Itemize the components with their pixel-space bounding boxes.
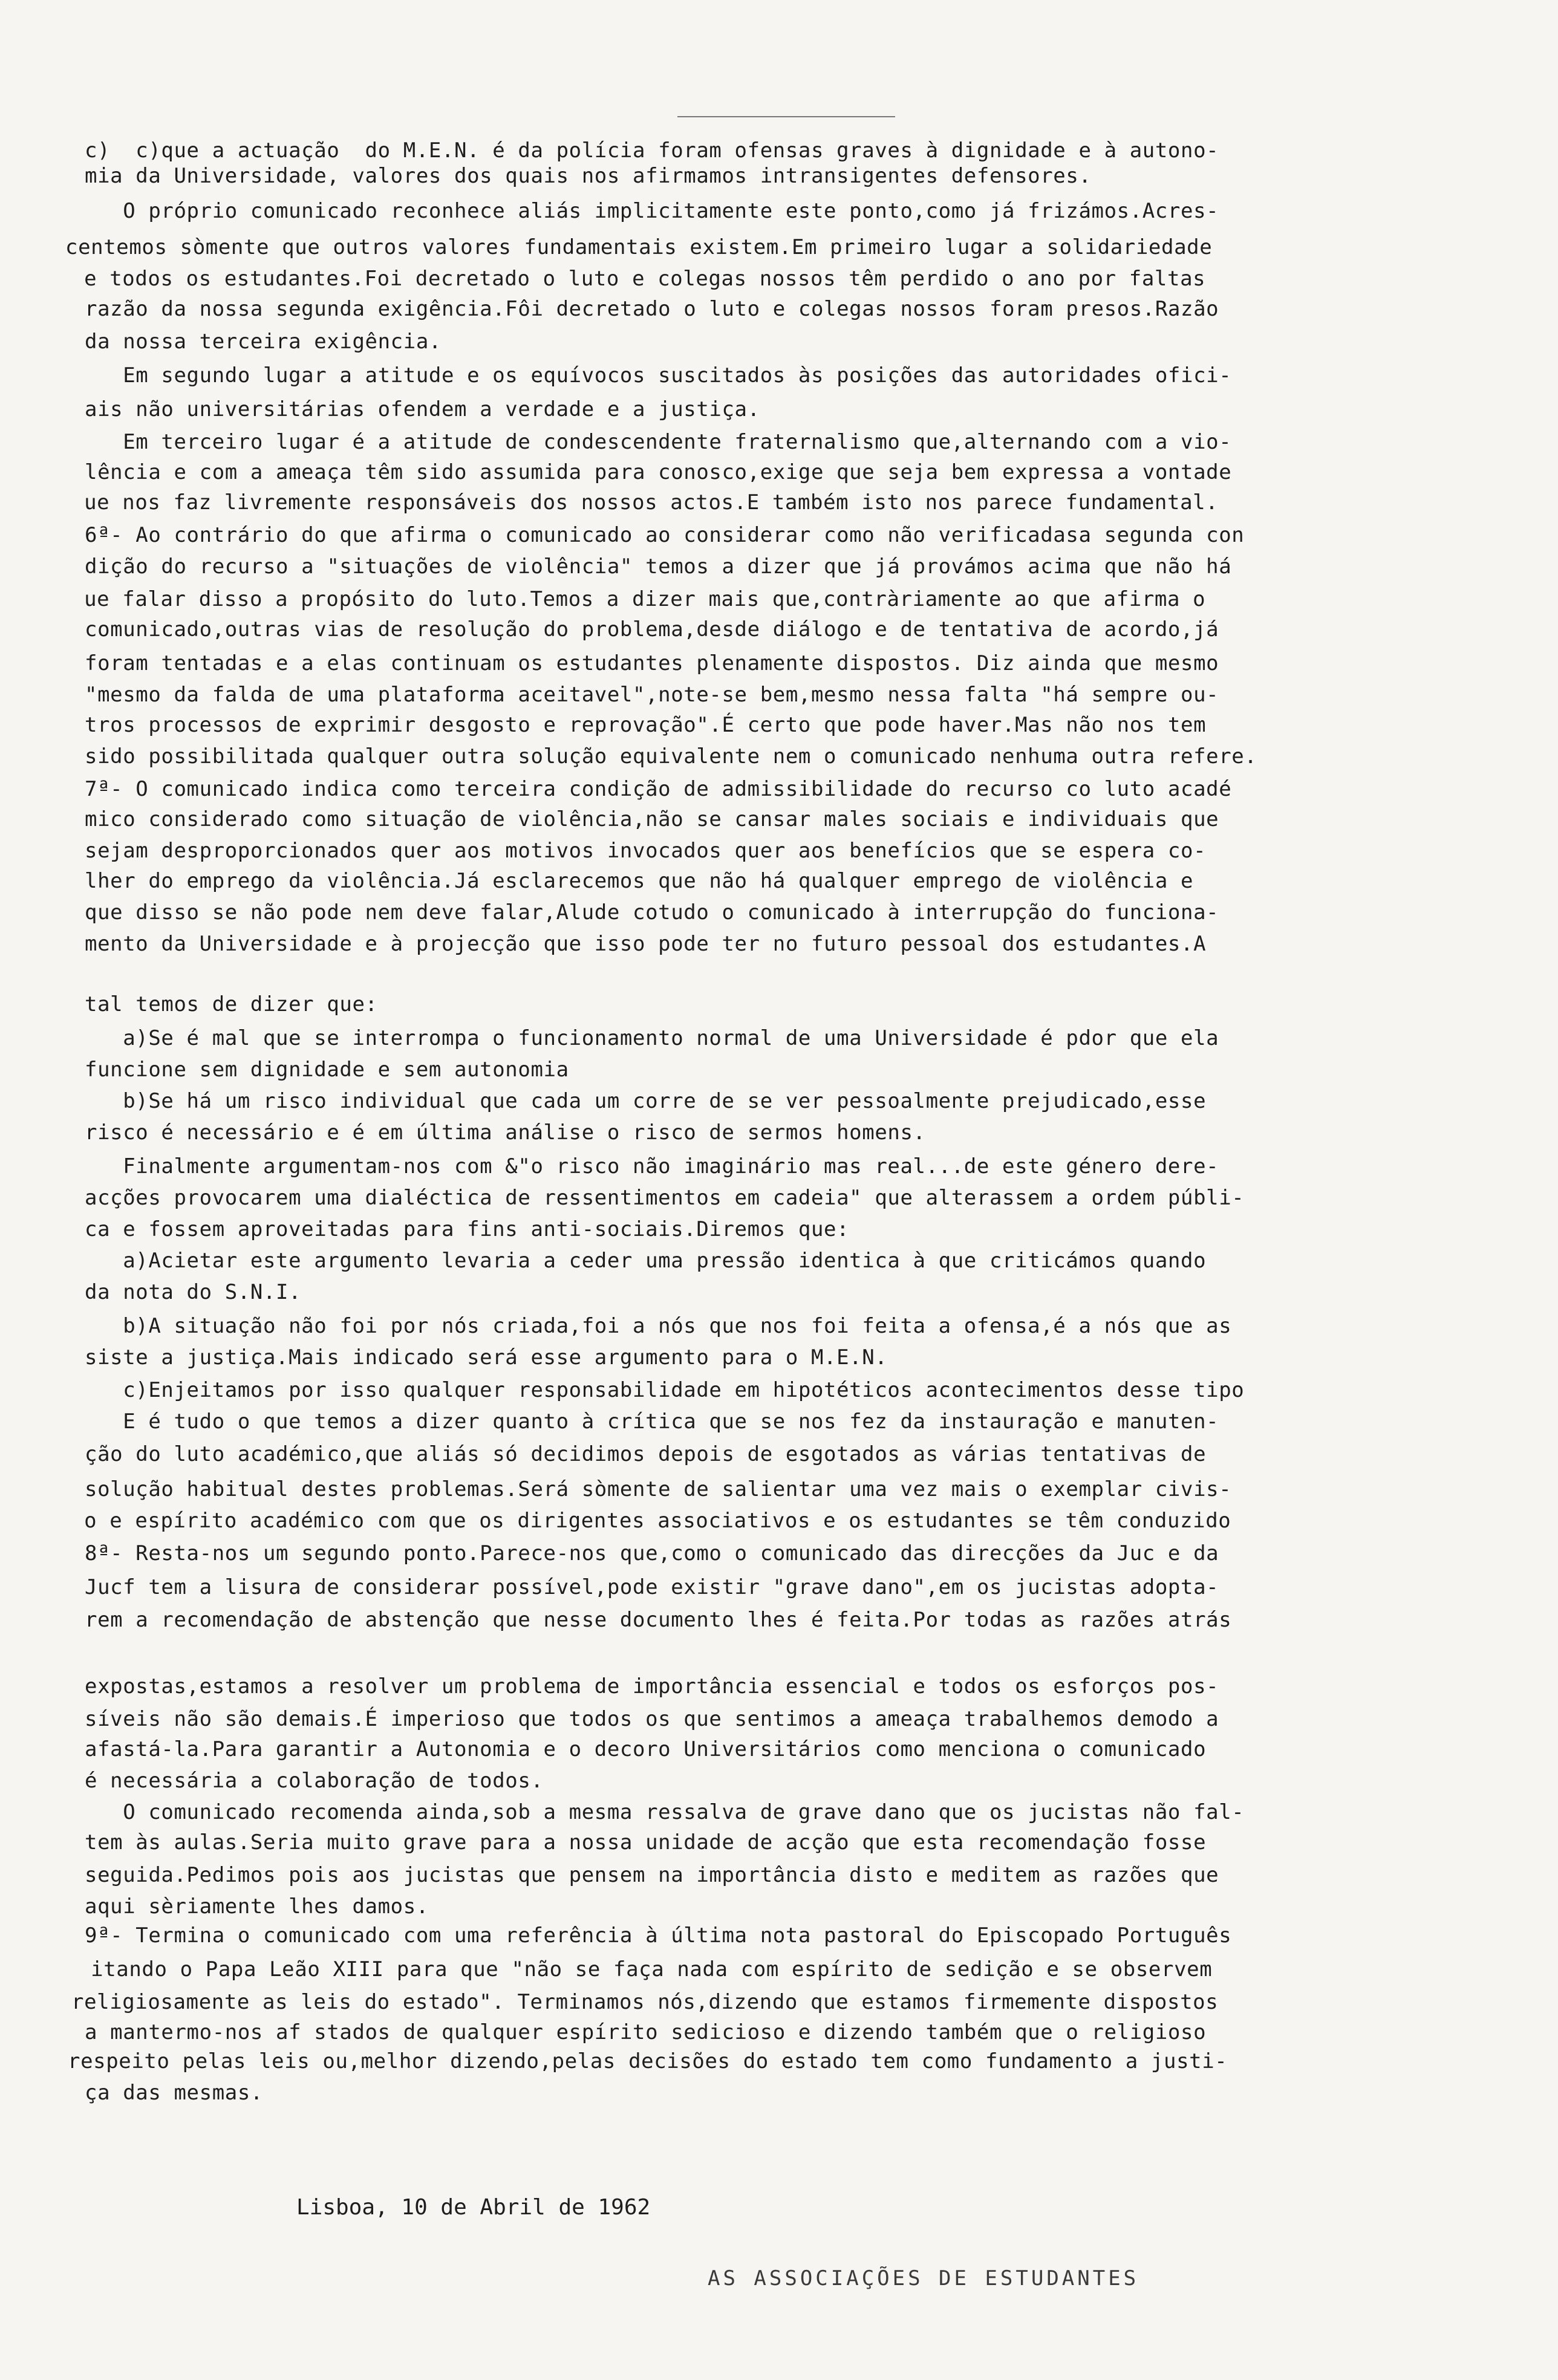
text-line: a)Acietar este argumento levaria a ceder uma pressão identica à que criticámos quando (85, 1249, 1207, 1273)
text-line: 9ª- Termina o comunicado com uma referência à última nota pastoral do Episcopado Português (85, 1923, 1232, 1948)
text-line: religiosamente as leis do estado". Terminamos nós,dizendo que estamos firmemente dispostos (71, 1990, 1219, 2014)
text-line: Finalmente argumentam-nos com &"o risco não imaginário mas real...de este género dere- (85, 1154, 1219, 1179)
text-line: rem a recomendação de abstenção que nesse documento lhes é feita.Por todas as razões atrás (85, 1608, 1232, 1632)
text-line: foram tentadas e a elas continuam os estudantes plenamente dispostos. Diz ainda que mesmo (85, 651, 1219, 675)
text-line: da nossa terceira exigência. (85, 330, 442, 354)
text-line: da nota do S.N.I. (85, 1280, 302, 1304)
text-line: mia da Universidade, valores dos quais nos afirmamos intransigentes defensores. (85, 164, 1092, 188)
text-line: expostas,estamos a resolver um problema de importância essencial e todos os esforços pos- (85, 1674, 1219, 1699)
text-line: funcione sem dignidade e sem autonomia (85, 1058, 569, 1082)
text-line: centemos sòmente que outros valores fundamentais existem.Em primeiro lugar a solidariedade (65, 235, 1213, 259)
text-line: a mantermo-nos af stados de qualquer espírito sedicioso e dizendo também que o religioso (85, 2020, 1207, 2044)
text-line: é necessária a colaboração de todos. (85, 1769, 544, 1793)
text-line: Jucf tem a lisura de considerar possível,pode existir "grave dano",em os jucistas adopta- (85, 1575, 1219, 1599)
text-line: lher do emprego da violência.Já esclarecemos que não há qualquer emprego de violência e (85, 869, 1194, 893)
text-line: b)A situação não foi por nós criada,foi a nós que nos foi feita a ofensa,é a nós que as (85, 1314, 1232, 1338)
text-line: a)Se é mal que se interrompa o funcionamento normal de uma Universidade é pdor que ela (85, 1026, 1219, 1050)
text-line: 6ª- Ao contrário do que afirma o comunicado ao considerar como não verificadasa segunda con (85, 523, 1245, 547)
text-line: 8ª- Resta-nos um segundo ponto.Parece-nos que,como o comunicado das direcções da Juc e da (85, 1541, 1219, 1566)
text-line: ue nos faz livremente responsáveis dos nossos actos.E também isto nos parece fundamental. (71, 490, 1219, 515)
text-line: Em segundo lugar a atitude e os equívocos suscitados às posições das autoridades ofici- (85, 363, 1232, 388)
text-line: ça das mesmas. (85, 2081, 263, 2105)
text-line: c) c)que a actuação do M.E.N. é da polícia foram ofensas graves à dignidade e à autono- (85, 138, 1219, 163)
text-line: aqui sèriamente lhes damos. (85, 1894, 429, 1919)
text-line: itando o Papa Leão XIII para que "não se faça nada com espírito de sedição e se observem (65, 1957, 1213, 1982)
text-line: síveis não são demais.É imperioso que todos os que sentimos a ameaça trabalhemos demodo a (85, 1707, 1219, 1731)
text-line: Em terceiro lugar é a atitude de condescendente fraternalismo que,alternando com a vio- (85, 430, 1232, 454)
text-line: seguida.Pedimos pois aos jucistas que pensem na importância disto e meditem as razões que (85, 1863, 1219, 1887)
text-line: ue falar disso a propósito do luto.Temos a dizer mais que,contràriamente ao que afirma o (71, 587, 1206, 611)
text-line: dição do recurso a "situações de violência" temos a dizer que já provámos acima que não há (85, 554, 1232, 579)
text-line: acções provocarem uma dialéctica de ressentimentos em cadeia" que alterassem a ordem públi- (85, 1186, 1245, 1210)
text-line: lência e com a ameaça têm sido assumida para conosco,exige que seja bem expressa a vontade (85, 460, 1232, 484)
text-line: tros processos de exprimir desgosto e reprovação".É certo que pode haver.Mas não nos tem (85, 713, 1207, 737)
text-line: respeito pelas leis ou,melhor dizendo,pelas decisões do estado tem como fundamento a justi- (68, 2049, 1228, 2073)
text-line: E é tudo o que temos a dizer quanto à crítica que se nos fez da instauração e manuten- (85, 1409, 1219, 1434)
text-line: O comunicado recomenda ainda,sob a mesma ressalva de grave dano que os jucistas não fal- (85, 1800, 1245, 1824)
date-line: Lisboa, 10 de Abril de 1962 (296, 2195, 651, 2220)
text-line: 7ª- O comunicado indica como terceira condição de admissibilidade do recurso co luto acadé (85, 777, 1232, 801)
text-line: mento da Universidade e à projecção que isso pode ter no futuro pessoal dos estudantes.A (85, 932, 1207, 956)
text-line: comunicado,outras vias de resolução do problema,desde diálogo e de tentativa de acordo,já (85, 617, 1219, 642)
text-line: c)Enjeitamos por isso qualquer responsabilidade em hipotéticos acontecimentos desse tipo (85, 1378, 1245, 1402)
top-dash-mark (677, 116, 895, 117)
text-line: razão da nossa segunda exigência.Fôi decretado o luto e colegas nossos foram presos.Razão (85, 297, 1219, 321)
text-line: o e espírito académico com que os dirigentes associativos e os estudantes se têm conduzido (71, 1509, 1231, 1533)
text-line: ção do luto académico,que aliás só decidimos depois de esgotados as várias tentativas de (85, 1442, 1207, 1466)
signature: AS ASSOCIAÇÕES DE ESTUDANTES (708, 2266, 1139, 2291)
text-line: tem às aulas.Seria muito grave para a nossa unidade de acção que esta recomendação fosse (85, 1830, 1207, 1855)
text-line: ais não universitárias ofendem a verdade e a justiça. (85, 397, 760, 421)
text-line: afastá-la.Para garantir a Autonomia e o decoro Universitários como menciona o comunicado (85, 1737, 1207, 1761)
text-line: sido possibilitada qualquer outra solução equivalente nem o comunicado nenhuma outra refere. (85, 744, 1257, 769)
text-line: tal temos de dizer que: (85, 992, 378, 1016)
text-line: risco é necessário e é em última análise o risco de sermos homens. (85, 1120, 926, 1145)
text-line: que disso se não pode nem deve falar,Alude cotudo o comunicado à interrupção do funciona- (85, 900, 1219, 925)
text-line: mico considerado como situação de violência,não se cansar males sociais e individuais que (85, 807, 1219, 831)
text-line: "mesmo da falda de uma plataforma aceitavel",note-se bem,mesmo nessa falta "há sempre ou- (85, 683, 1219, 707)
text-line: siste a justiça.Mais indicado será esse argumento para o M.E.N. (85, 1345, 888, 1370)
text-line: b)Se há um risco individual que cada um corre de se ver pessoalmente prejudicado,esse (85, 1089, 1207, 1113)
text-line: e todos os estudantes.Foi decretado o luto e colegas nossos têm perdido o ano por faltas (71, 267, 1206, 291)
text-line: sejam desproporcionados quer aos motivos invocados quer aos benefícios que se espera co- (85, 839, 1207, 863)
text-line: O próprio comunicado reconhece aliás implicitamente este ponto,como já frizámos.Acres- (85, 199, 1219, 223)
text-line: solução habitual destes problemas.Será sòmente de salientar uma vez mais o exemplar civis- (85, 1477, 1232, 1501)
text-line: ca e fossem aproveitadas para fins anti-sociais.Diremos que: (85, 1217, 850, 1241)
